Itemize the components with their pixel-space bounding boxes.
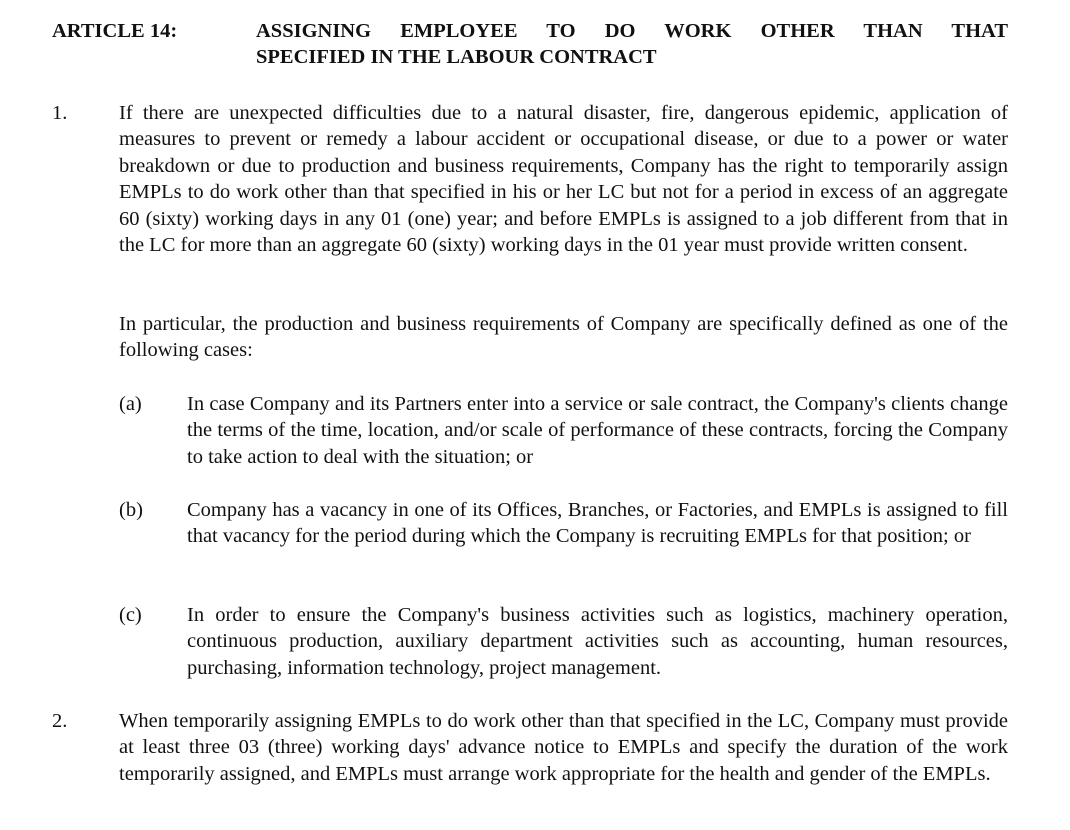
clause-1-intro: In particular, the production and business requirements of Company are specifically defined as one of the following cases:	[119, 313, 1008, 362]
clause-1-text: If there are unexpected difficulties due to a natural disaster, fire, dangerous epidemic, application of measures to prevent or remedy a labour accident or occupational disease, or due to a power or water breakdown or due to production and business requirements, Company has the right to temporarily assign EMPLs to do work other than that specified in his or her LC but not for a period in excess of an aggregate 60 (sixty) working days in any 01 (one) year; and before EMPLs is assigned to a job different from that in the LC for more than an aggregate 60 (sixty) working days in the 01 year must provide written consent.	[119, 102, 1008, 257]
case-b-text: Company has a vacancy in one of its Offices, Branches, or Factories, and EMPLs is assigned to fill that vacancy for the period during which the Company is recruiting EMPLs for that position; or	[187, 499, 1008, 548]
case-a-text: In case Company and its Partners enter into a service or sale contract, the Company's clients change the terms of the time, location, and/or scale of performance of these contracts, forcing the Company to take action to deal with the situation; or	[187, 393, 1008, 468]
clause-2-text: When temporarily assigning EMPLs to do work other than that specified in the LC, Company must provide at least three 03 (three) working days' advance notice to EMPLs and specify the duration of the work temporarily assigned, and EMPLs must arrange work appropriate for the health and gender of the EMPLs.	[119, 710, 1008, 785]
article-number: ARTICLE 14:	[52, 20, 178, 42]
article-title	[256, 18, 1008, 70]
case-a-label: (a)	[119, 393, 142, 415]
case-c-label: (c)	[119, 604, 142, 626]
case-c-text: In order to ensure the Company's business activities such as logistics, machinery operation, continuous production, auxiliary department activities such as accounting, human resources, purchasing, information technology, project management.	[187, 604, 1008, 679]
clause-1-number: 1.	[52, 102, 68, 124]
clause-2-number: 2.	[52, 710, 68, 732]
case-b-label: (b)	[119, 499, 143, 521]
article-title-line-2: SPECIFIED IN THE LABOUR CONTRACT	[256, 46, 657, 68]
article-title-line-1: ASSIGNING EMPLOYEE TO DO WORK OTHER THAN THAT	[256, 20, 1008, 42]
